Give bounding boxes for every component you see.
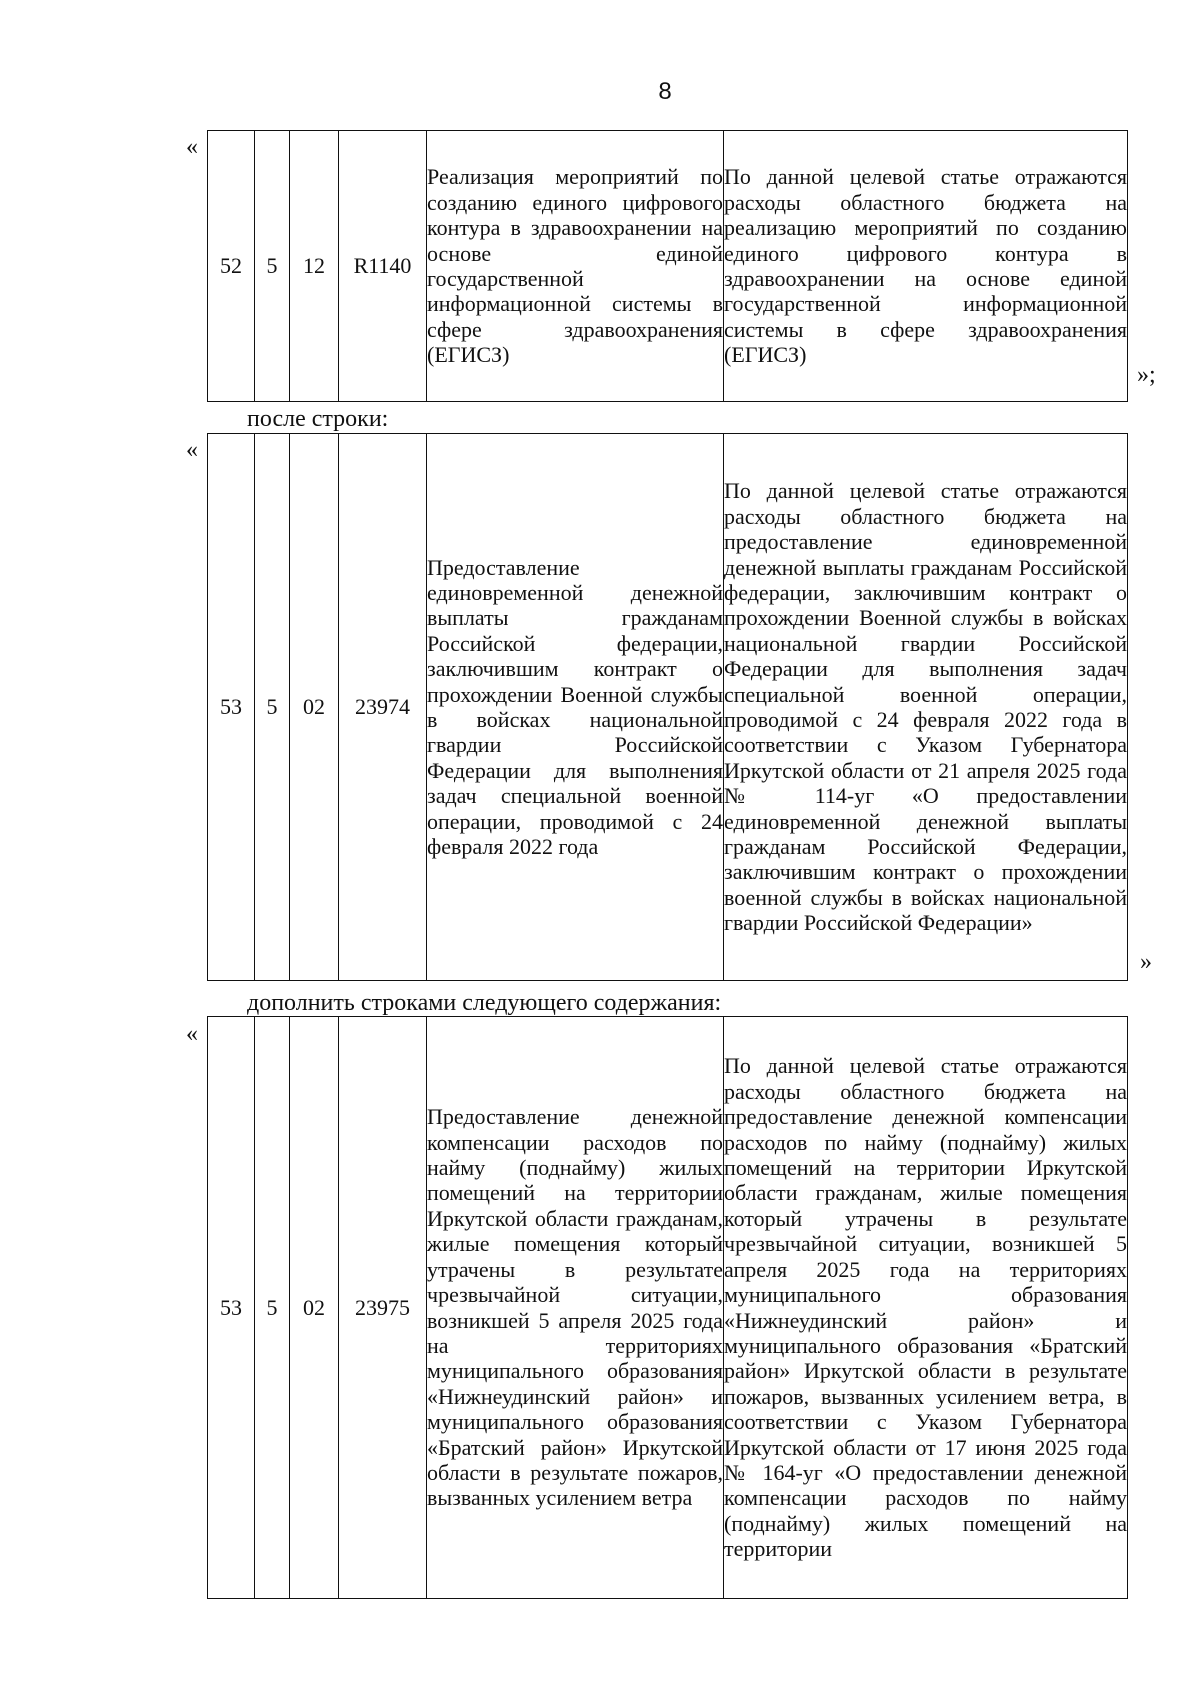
event-code-cell: 02: [290, 1017, 339, 1599]
subprogram-code-cell: 5: [255, 434, 290, 981]
close-quote: »: [1140, 949, 1152, 975]
table-row: [208, 434, 1128, 981]
table-row: [208, 131, 1128, 402]
budget-table-1: [207, 130, 1128, 402]
target-item-description-cell: По данной целевой статье отражаются расходы областного бюджета на предоставление единовременной денежной выплаты гражданам Российской федерации, заключившим контракт о прохождении Военной службы в войсках национальной гвардии Российской Федерации для выполнения задач специальной военной операции, проводимой с 24 февраля 2022 года в соответствии с Указом Губернатора Иркутской области от 21 апреля 2025 года № 114-уг «О предоставлении единовременной денежной выплаты гражданам Российской Федерации, заключившим контракт о прохождении военной службы в войсках национальной гвардии Российской Федерации»: [724, 434, 1128, 981]
event-code-cell: 02: [290, 434, 339, 981]
open-quote: «: [186, 134, 198, 160]
subprogram-code-cell: 5: [255, 131, 290, 402]
section-caption: дополнить строками следующего содержания:: [247, 990, 722, 1016]
open-quote: «: [186, 1021, 198, 1047]
target-item-name-cell: Реализация мероприятий по созданию единого цифрового контура в здравоохранении на основе единой государственной информационной системы в сфере здравоохранения (ЕГИСЗ): [427, 131, 724, 402]
budget-table-3: [207, 1016, 1128, 1599]
event-code-cell: 12: [290, 131, 339, 402]
table-row: [208, 1017, 1128, 1599]
budget-table-2: [207, 433, 1128, 981]
target-item-description-cell: По данной целевой статье отражаются расходы областного бюджета на предоставление денежной компенсации расходов по найму (поднайму) жилых помещений на территории Иркутской области гражданам, жилые помещения который утрачены в результате чрезвычайной ситуации, возникшей 5 апреля 2025 года на территориях муниципального образования «Нижнеудинский район» и муниципального образования «Братский район» Иркутской области в результате пожаров, вызванных усилением ветра, в соответствии с Указом Губернатора Иркутской области от 17 июня 2025 года № 164-уг «О предоставлении денежной компенсации расходов по найму (поднайму) жилых помещений на территории: [724, 1017, 1128, 1599]
program-code-cell: 53: [208, 434, 255, 981]
target-item-description-cell: По данной целевой статье отражаются расходы областного бюджета на реализацию мероприятий по созданию единого цифрового контура в здравоохранении на основе единой государственной информационной системы в сфере здравоохранения (ЕГИСЗ): [724, 131, 1128, 402]
subprogram-code-cell: 5: [255, 1017, 290, 1599]
open-quote: «: [186, 437, 198, 463]
close-quote: »;: [1137, 362, 1156, 388]
direction-code-cell: R1140: [339, 131, 427, 402]
program-code-cell: 52: [208, 131, 255, 402]
direction-code-cell: 23975: [339, 1017, 427, 1599]
program-code-cell: 53: [208, 1017, 255, 1599]
page-number: 8: [658, 78, 672, 105]
section-caption: после строки:: [247, 406, 389, 432]
target-item-name-cell: Предоставление единовременной денежной выплаты гражданам Российской федерации, заключившим контракт о прохождении Военной службы в войсках национальной гвардии Российской Федерации для выполнения задач специальной военной операции, проводимой с 24 февраля 2022 года: [427, 434, 724, 981]
target-item-name-cell: Предоставление денежной компенсации расходов по найму (поднайму) жилых помещений на территории Иркутской области гражданам, жилые помещения который утрачены в результате чрезвычайной ситуации, возникшей 5 апреля 2025 года на территориях муниципального образования «Нижнеудинский район» и муниципального образования «Братский район» Иркутской области в результате пожаров, вызванных усилением ветра: [427, 1017, 724, 1599]
direction-code-cell: 23974: [339, 434, 427, 981]
